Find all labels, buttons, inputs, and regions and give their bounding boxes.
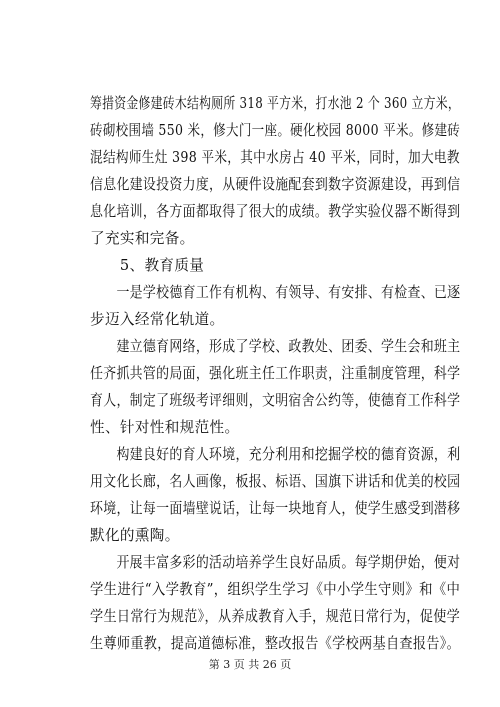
body-text-line: 信息化建设投资力度，从硬件设施配套到数字资源建设，再到信 — [90, 176, 461, 193]
body-text-line: 混结构师生灶 398 平米，其中水房占 40 平米，同时，加大电教 — [90, 149, 460, 166]
body-text-line: 步迈入经常化轨道。 — [90, 311, 225, 328]
body-text-line: 育人，制定了班级考评细则，文明宿舍公约等，使德育工作科学 — [90, 392, 461, 409]
page-number-footer: 第 3 页 共 26 页 — [208, 658, 292, 671]
body-text-line: 用文化长廊，名人画像，板报、标语、国旗下讲话和优美的校园 — [90, 473, 461, 490]
body-text-line: 生尊师重教，提高道德标准，整改报告《学校两基自查报告》。 — [90, 635, 461, 652]
body-text-line: 性、针对性和规范性。 — [90, 419, 240, 436]
body-text-line: 一是学校德育工作有机构、有领导、有安排、有检查、已逐 — [90, 284, 461, 301]
body-text-line: 息化培训，各方面都取得了很大的成绩。教学实验仪器不断得到 — [90, 203, 461, 220]
body-text-line: 了充实和完备。 — [90, 230, 195, 247]
body-text-line: 环境，让每一面墙壁说话，让每一块地育人，使学生感受到潜移 — [90, 500, 461, 517]
body-text-line: 构建良好的育人环境，充分利用和挖掘学校的德育资源，利 — [90, 446, 461, 463]
body-text-line: 学生进行“入学教育”，组织学生学习《中小学生守则》和《中 — [90, 581, 461, 598]
body-text-line: 砖砌校围墙 550 米，修大门一座。硬化校园 8000 平米。修建砖 — [90, 122, 461, 139]
body-text-line: 学生日常行为规范》，从养成教育入手，规范日常行为，促使学 — [90, 608, 461, 625]
body-text-line: 建立德育网络，形成了学校、政教处、团委、学生会和班主 — [90, 338, 461, 355]
body-text-line: 任齐抓共管的局面，强化班主任工作职责，注重制度管理，科学 — [90, 365, 461, 382]
body-text-line: 默化的熏陶。 — [90, 527, 180, 544]
body-text-line: 开展丰富多彩的活动培养学生良好品质。每学期伊始，便对 — [90, 554, 461, 571]
section-heading: 5、教育质量 — [90, 257, 205, 274]
body-text-line: 筹措资金修建砖木结构厕所 318 平方米，打水池 2 个 360 立方米， — [90, 95, 461, 112]
